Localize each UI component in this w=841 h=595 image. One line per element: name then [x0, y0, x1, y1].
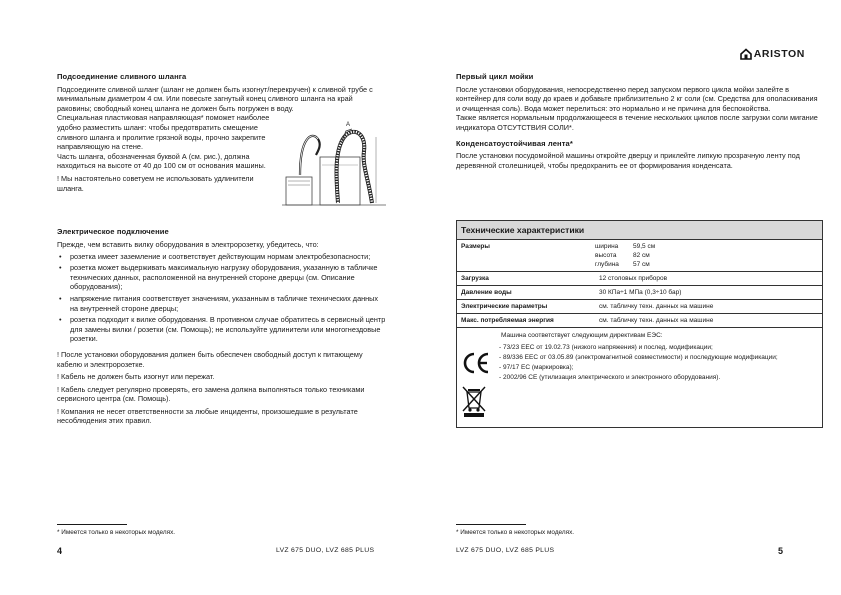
- left-page-number: 4: [57, 546, 63, 556]
- spec-value: см. табличку техн. данных на машине: [599, 303, 714, 310]
- ce-mark-icon: [461, 351, 491, 375]
- left-column: [57, 72, 388, 426]
- left-footnote: * Имеется только в некоторых моделях.: [57, 529, 176, 536]
- spec-value: см. табличку техн. данных на машине: [599, 317, 714, 324]
- spec-key: Макс. потребляемая энергия: [461, 317, 554, 324]
- directives-block: [457, 328, 822, 427]
- right-model-name: LVZ 675 DUO, LVZ 685 PLUS: [456, 547, 555, 554]
- table-row: [457, 300, 822, 314]
- spec-key: Электрические параметры: [461, 303, 548, 310]
- directive-item: - 73/23 EEC от 19.02.73 (низкого напряжения) и послед. модификации;: [499, 344, 713, 351]
- dimension-line: [595, 260, 818, 269]
- svg-text:A: A: [346, 122, 351, 129]
- spec-table: [456, 220, 823, 428]
- spec-value: 12 столовых приборов: [599, 275, 668, 282]
- dimension-value: 59,5 см: [633, 243, 656, 250]
- dimension-line: [595, 251, 818, 260]
- dimension-value: 82 см: [633, 252, 650, 259]
- house-logo-icon: [740, 48, 752, 60]
- drain-hose-figure: [280, 117, 388, 221]
- dimension-name: высота: [595, 252, 617, 259]
- drain-warning: ! Мы настоятельно советуем не использовать удлинители шланга.: [57, 173, 254, 193]
- right-footnote: * Имеется только в некоторых моделях.: [456, 529, 575, 536]
- brand-logo: [740, 48, 805, 60]
- electric-warning-3: ! Кабель следует регулярно проверять, его замена должна выполняться только техниками сервисного центра (см. Помощь).: [57, 384, 365, 404]
- dimension-line: [595, 242, 818, 251]
- drain-figure-row: [57, 113, 388, 221]
- spec-value: [595, 240, 822, 271]
- spec-key: Загрузка: [461, 275, 489, 282]
- drain-title: Подсоединение сливного шланга: [57, 72, 187, 81]
- spec-title: Технические характеристики: [457, 221, 822, 240]
- condensate-title: Конденсатоустойчивая лента*: [456, 138, 573, 148]
- table-row: [457, 240, 822, 272]
- drain-paragraph-1: Подсоедините сливной шланг (шланг не должен быть изогнут/перекручен) к сливной трубе с минимальным диаметром 4 см. Или повесьте загнутый конец сливного шланга на край раковины; свободный конец шланга не должен быть погружен в воду.: [57, 84, 373, 113]
- directives-intro: Машина соответствует следующим директивам ЕЭС:: [501, 332, 663, 339]
- right-page-number: 5: [778, 546, 784, 556]
- left-model-name: LVZ 675 DUO, LVZ 685 PLUS: [276, 547, 375, 554]
- brand-name: ARISTON: [753, 48, 805, 60]
- table-row: [457, 272, 822, 286]
- dimension-name: ширина: [595, 243, 619, 250]
- first-cycle-paragraph-1: После установки оборудования, непосредственно перед запуском первого цикла мойки залейте в контейнер для соли воду до краев и добавьте приблизительно 2 кг соли (см. Средства для ополаскивания и очищенная соль). Вода может перелиться: это нормально и не причина для беспокойства.: [456, 84, 818, 113]
- spec-key: Давление воды: [461, 289, 512, 296]
- list-item: • напряжение питания соответствует значениям, указанным в табличке технических данных на внутренней стороне дверцы;: [57, 294, 388, 313]
- drain-paragraph-3: Часть шланга, обозначенная буквой А (см. рис.), должна находиться на высоте от 40 до 100 см от основания машины.: [57, 151, 266, 171]
- directive-item: - 97/17 EC (маркировка);: [499, 364, 574, 371]
- drain-figure-text: [57, 113, 276, 221]
- footnote-divider: [57, 524, 127, 525]
- first-cycle-paragraph-2: Также является нормальным продолжающееся в течение нескольких циклов после загрузки соли мигание индикатора ОТСУТСТВИЯ СОЛИ*.: [456, 113, 818, 132]
- condensate-paragraph: После установки посудомойной машины откройте дверцу и приклейте липкую прозрачную ленту под деревянной столешницей, чтобы предохранить ее от формирования конденсата.: [456, 151, 800, 170]
- directives-list: [499, 343, 818, 421]
- right-page: [420, 0, 841, 595]
- electric-title: Электрическое подключение: [57, 227, 169, 237]
- spec-key: Размеры: [461, 243, 490, 250]
- left-page: [0, 0, 420, 595]
- crossed-bin-icon: [461, 384, 487, 418]
- footnote-divider: [456, 524, 526, 525]
- table-row: [457, 314, 822, 328]
- dimension-name: глубина: [595, 261, 619, 268]
- electric-warning-2: ! Кабель не должен быть изогнут или пережат.: [57, 372, 215, 382]
- electric-warning-1: ! После установки оборудования должен быть обеспечен свободный доступ к питающему кабелю и электророзетке.: [57, 349, 363, 369]
- directive-item: - 2002/96 CE (утилизация электрического и электронного оборудования).: [499, 374, 721, 381]
- compliance-icons: [461, 343, 499, 421]
- list-item: • розетка может выдерживать максимальную нагрузку оборудования, указанную в табличке технических данных, расположенной на внутренней стороне дверцы (см. Описание оборудования);: [57, 263, 388, 292]
- dimension-value: 57 см: [633, 261, 650, 268]
- electric-warning-4: ! Компания не несет ответственности за любые инциденты, произошедшие в результате несоблюдения этих правил.: [57, 406, 358, 426]
- right-column: [456, 72, 821, 170]
- drain-hose-illustration: [280, 117, 388, 221]
- drain-paragraph-2: Специальная пластиковая направляющая* поможет наиболее удобно разместить шланг: чтобы предотвратить смещение сливного шланга и пролитие грязной воды, прочно закрепите направляющую на стене.: [57, 113, 270, 152]
- table-row: [457, 286, 822, 300]
- spec-value: 30 КПа÷1 МПа (0,3÷10 бар): [599, 289, 682, 296]
- first-cycle-title: Первый цикл мойки: [456, 72, 534, 81]
- list-item: • розетка подходит к вилке оборудования. В противном случае обратитесь в сервисный центр для замены вилки / розетки (см. Помощь); не используйте удлинители или многогнездовые розетки.: [57, 315, 388, 344]
- list-item: • розетка имеет заземление и соответствует действующим нормам электробезопасности;: [57, 252, 388, 262]
- electric-checklist: [57, 252, 388, 344]
- electric-intro: Прежде, чем вставить вилку оборудования в электророзетку, убедитесь, что:: [57, 239, 319, 249]
- directive-item: - 89/336 EEC от 03.05.89 (электромагнитной совместимости) и последующие модификации;: [499, 354, 778, 361]
